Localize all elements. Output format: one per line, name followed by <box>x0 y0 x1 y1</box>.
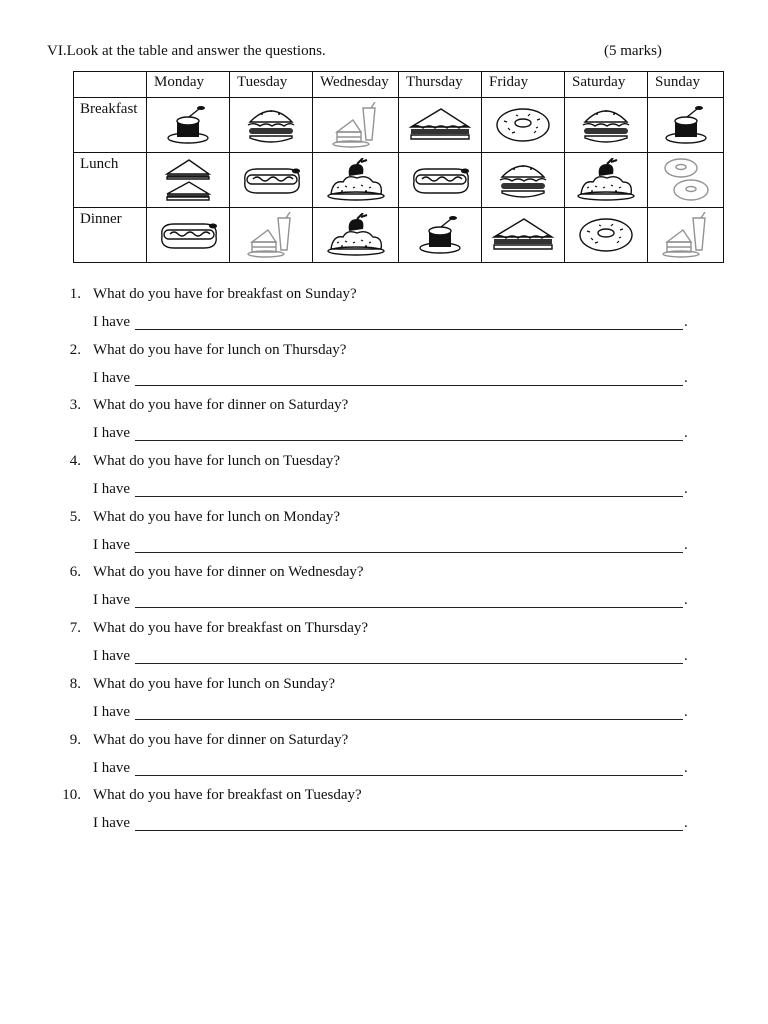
pudding-icon <box>661 103 711 147</box>
food-cell <box>565 208 648 263</box>
food-cell <box>230 98 313 153</box>
pudding-icon <box>163 103 213 147</box>
food-cell <box>399 153 482 208</box>
question-text: What do you have for breakfast on Sunday? <box>93 286 357 302</box>
answer-prefix: I have <box>93 759 131 776</box>
food-cell <box>648 208 724 263</box>
two-sandwiches-icon <box>163 156 213 204</box>
marks-label: (5 marks) <box>604 43 662 59</box>
answer-blank-line[interactable] <box>135 775 683 776</box>
food-cell <box>313 98 399 153</box>
question-item <box>47 673 697 729</box>
cake-and-drink-icon <box>661 212 711 258</box>
answer-period: . <box>684 703 688 720</box>
chicken-rice-icon <box>325 158 387 202</box>
day-header: Wednesday <box>313 72 399 98</box>
food-cell <box>648 98 724 153</box>
question-text: What do you have for dinner on Saturday? <box>93 397 349 414</box>
food-cell <box>230 208 313 263</box>
meal-table <box>73 71 724 263</box>
day-header: Saturday <box>565 72 648 98</box>
answer-period: . <box>684 314 688 330</box>
answer-prefix: I have <box>93 314 131 330</box>
meal-label: Dinner <box>74 208 147 263</box>
answer-blank-line[interactable] <box>135 663 683 664</box>
answer-blank-line[interactable] <box>135 552 683 553</box>
question-number: 8. <box>69 675 81 692</box>
two-donuts-icon <box>661 156 711 204</box>
question-number: 10. <box>62 787 81 804</box>
chicken-rice-icon <box>575 158 637 202</box>
donut-icon <box>494 105 552 145</box>
sandwich-icon <box>490 215 556 255</box>
question-number: 5. <box>69 508 81 525</box>
question-text: What do you have for dinner on Saturday? <box>93 731 349 748</box>
question-text: What do you have for dinner on Wednesday? <box>93 564 364 581</box>
food-cell <box>313 208 399 263</box>
day-header: Monday <box>147 72 230 98</box>
question-number: 3. <box>69 397 81 414</box>
question-item <box>47 339 697 395</box>
food-cell <box>565 98 648 153</box>
answer-prefix: I have <box>93 369 131 386</box>
question-item <box>47 617 697 673</box>
question-number: 7. <box>69 620 81 637</box>
meal-label: Breakfast <box>74 98 147 153</box>
answer-period: . <box>684 592 688 609</box>
meal-label: Lunch <box>74 153 147 208</box>
answer-prefix: I have <box>93 425 131 442</box>
answer-prefix: I have <box>93 592 131 609</box>
question-item <box>47 506 697 562</box>
day-header: Thursday <box>399 72 482 98</box>
food-cell <box>147 98 230 153</box>
question-text: What do you have for lunch on Monday? <box>93 508 341 525</box>
answer-blank-line[interactable] <box>135 329 683 330</box>
question-item <box>47 784 697 840</box>
answer-period: . <box>684 648 688 665</box>
food-cell <box>565 153 648 208</box>
day-header: Tuesday <box>230 72 313 98</box>
hotdog-icon <box>408 163 472 197</box>
food-cell <box>147 208 230 263</box>
answer-prefix: I have <box>93 536 131 553</box>
question-text: What do you have for lunch on Tuesday? <box>93 453 341 470</box>
food-cell <box>482 208 565 263</box>
food-cell <box>313 153 399 208</box>
question-item <box>47 450 697 506</box>
question-item <box>47 729 697 785</box>
question-number: 2. <box>69 341 81 358</box>
answer-blank-line[interactable] <box>135 830 683 831</box>
food-cell <box>230 153 313 208</box>
food-cell <box>147 153 230 208</box>
question-item <box>47 394 697 450</box>
answer-period: . <box>684 481 688 498</box>
answer-blank-line[interactable] <box>135 385 683 386</box>
chicken-rice-icon <box>325 213 387 257</box>
question-number: 1. <box>69 286 81 302</box>
burger-icon <box>244 102 298 148</box>
cake-and-drink-icon <box>331 102 381 148</box>
question-list <box>47 283 697 840</box>
food-cell <box>648 153 724 208</box>
burger-icon <box>496 157 550 203</box>
question-number: 9. <box>69 731 81 748</box>
question-text: What do you have for lunch on Thursday? <box>93 341 347 358</box>
answer-prefix: I have <box>93 648 131 665</box>
table-row <box>74 208 724 263</box>
exercise-title: VI.Look at the table and answer the questions. <box>47 43 326 59</box>
food-cell <box>482 153 565 208</box>
answer-blank-line[interactable] <box>135 719 683 720</box>
answer-prefix: I have <box>93 481 131 498</box>
table-header-row <box>74 72 724 98</box>
answer-blank-line[interactable] <box>135 496 683 497</box>
answer-period: . <box>684 815 688 832</box>
burger-icon <box>579 102 633 148</box>
day-header: Friday <box>482 72 565 98</box>
hotdog-icon <box>239 163 303 197</box>
food-cell <box>399 208 482 263</box>
pudding-icon <box>415 213 465 257</box>
table-row <box>74 153 724 208</box>
food-cell <box>482 98 565 153</box>
sandwich-icon <box>407 105 473 145</box>
answer-blank-line[interactable] <box>135 607 683 608</box>
answer-period: . <box>684 759 688 776</box>
food-cell <box>399 98 482 153</box>
question-item <box>47 283 697 339</box>
question-text: What do you have for lunch on Sunday? <box>93 675 336 692</box>
answer-prefix: I have <box>93 703 131 720</box>
question-number: 4. <box>69 453 81 470</box>
answer-period: . <box>684 536 688 553</box>
question-text: What do you have for breakfast on Thursday? <box>93 620 369 637</box>
day-header: Sunday <box>648 72 724 98</box>
answer-period: . <box>684 425 688 442</box>
exercise-header <box>47 43 667 63</box>
question-text: What do you have for breakfast on Tuesday? <box>93 787 362 804</box>
corner-cell <box>74 72 147 98</box>
answer-blank-line[interactable] <box>135 440 683 441</box>
answer-period: . <box>684 369 688 386</box>
question-number: 6. <box>69 564 81 581</box>
table-row <box>74 98 724 153</box>
question-item <box>47 561 697 617</box>
donut-icon <box>577 215 635 255</box>
hotdog-icon <box>156 218 220 252</box>
cake-and-drink-icon <box>246 212 296 258</box>
answer-prefix: I have <box>93 815 131 832</box>
